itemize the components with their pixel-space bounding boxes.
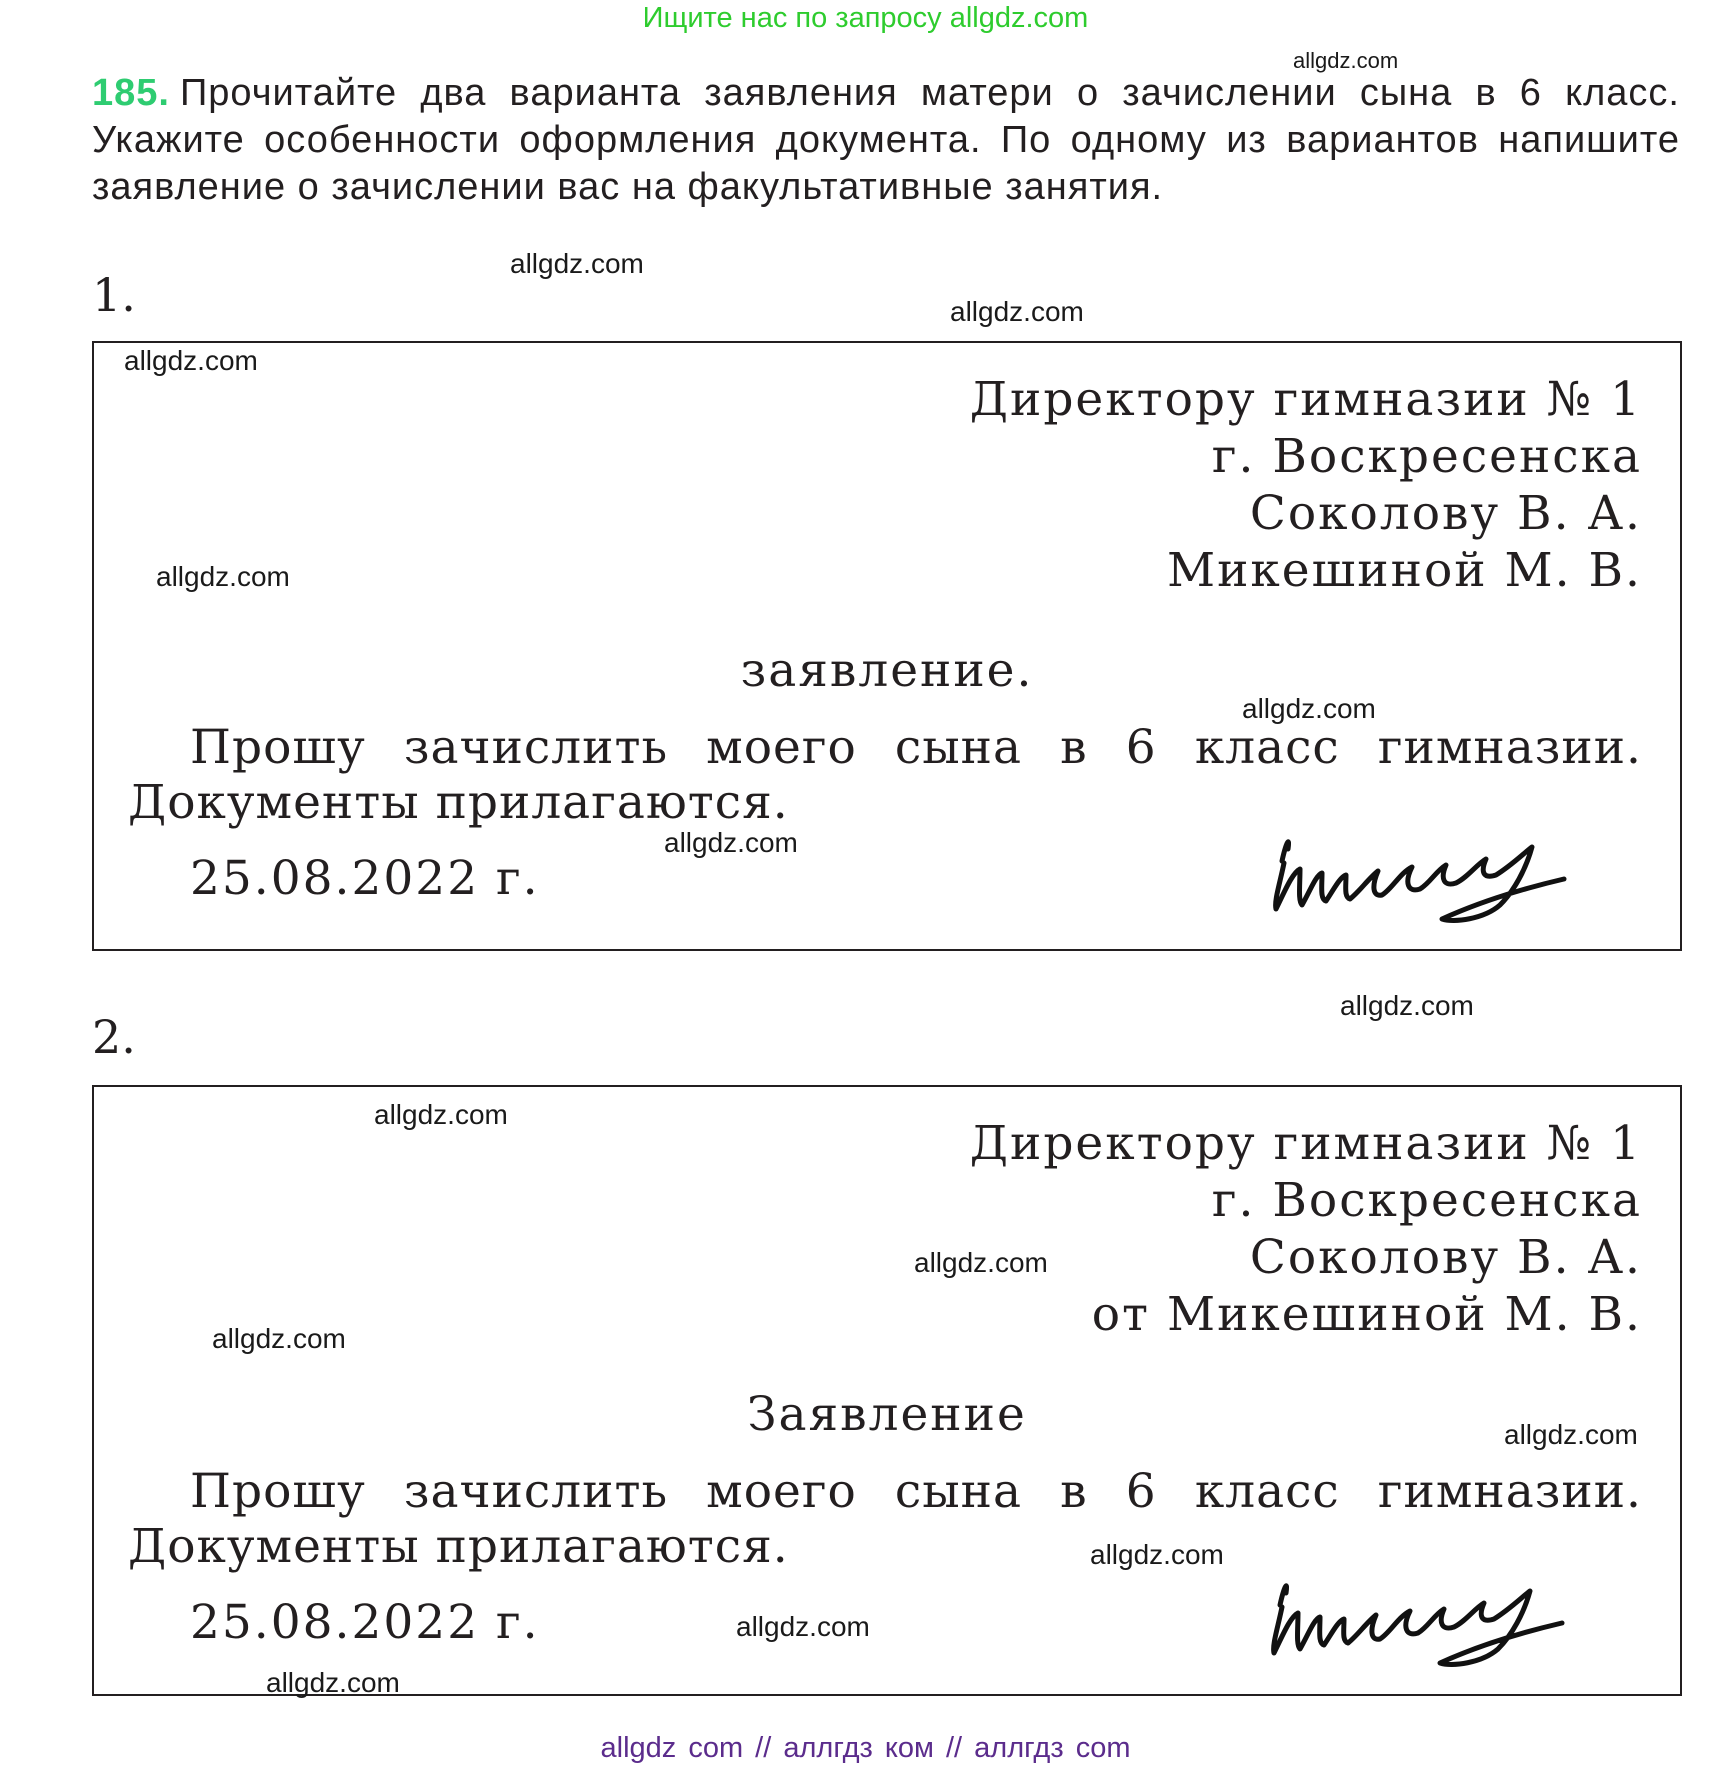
attachments-note: Документы прилагаются.	[128, 775, 789, 830]
watermark: allgdz.com	[510, 248, 644, 279]
variant-2-label: 2.	[92, 1010, 136, 1064]
top-banner: Ищите нас по запросу allgdz.com	[642, 2, 1089, 34]
watermark: allgdz.com	[736, 1611, 870, 1642]
watermark: allgdz.com	[664, 827, 798, 858]
watermark: allgdz.com	[1340, 990, 1474, 1021]
document-variant-2	[92, 1085, 1682, 1696]
attachments-note: Документы прилагаются.	[128, 1519, 789, 1574]
addressee-line: Соколову В. А.	[1249, 1230, 1642, 1285]
task-number: 185.	[92, 72, 170, 114]
addressee-block	[970, 371, 1642, 599]
document-date: 25.08.2022 г.	[190, 1595, 540, 1650]
watermark: allgdz.com	[156, 561, 290, 592]
addressee-line: г. Воскресенска	[1211, 1173, 1642, 1228]
addressee-block	[970, 1115, 1642, 1343]
watermark: allgdz.com	[950, 296, 1084, 327]
request-text: Прошу зачислить моего сына в 6 класс гимназии.	[190, 720, 1642, 775]
footer-links: allgdz com // аллгдз ком // аллгдз com	[600, 1732, 1131, 1764]
addressee-line: г. Воскресенска	[1211, 429, 1642, 484]
addressee-line: Директору гимназии № 1	[969, 1116, 1642, 1171]
document-title: заявление.	[740, 643, 1034, 698]
task-paragraph	[92, 70, 1680, 211]
watermark: allgdz.com	[124, 345, 258, 376]
addressee-line: Директору гимназии № 1	[969, 372, 1642, 427]
watermark: allgdz.com	[266, 1667, 400, 1698]
signature	[1264, 813, 1594, 938]
addressee-line: Микешиной М. В.	[1166, 543, 1642, 598]
document-date: 25.08.2022 г.	[190, 851, 540, 906]
addressee-line: Соколову В. А.	[1249, 486, 1642, 541]
task-text: Прочитайте два варианта заявления матери о зачислении сына в 6 класс. Укажите особенности оформления документа. По одному из вариантов напишите заявление о зачислении вас на факультативные занятия.	[92, 72, 1680, 208]
watermark: allgdz.com	[1242, 693, 1376, 724]
document-title: Заявление	[747, 1387, 1027, 1442]
document-variant-1	[92, 341, 1682, 951]
watermark: allgdz.com	[914, 1247, 1048, 1278]
watermark: allgdz.com	[1293, 48, 1399, 73]
watermark: allgdz.com	[212, 1323, 346, 1354]
watermark: allgdz.com	[374, 1099, 508, 1130]
signature	[1262, 1557, 1592, 1682]
watermark: allgdz.com	[1504, 1419, 1638, 1450]
request-text: Прошу зачислить моего сына в 6 класс гимназии.	[190, 1464, 1642, 1519]
variant-1-label: 1.	[92, 268, 136, 322]
addressee-line: от Микешиной М. В.	[1091, 1287, 1642, 1342]
watermark: allgdz.com	[1090, 1539, 1224, 1570]
